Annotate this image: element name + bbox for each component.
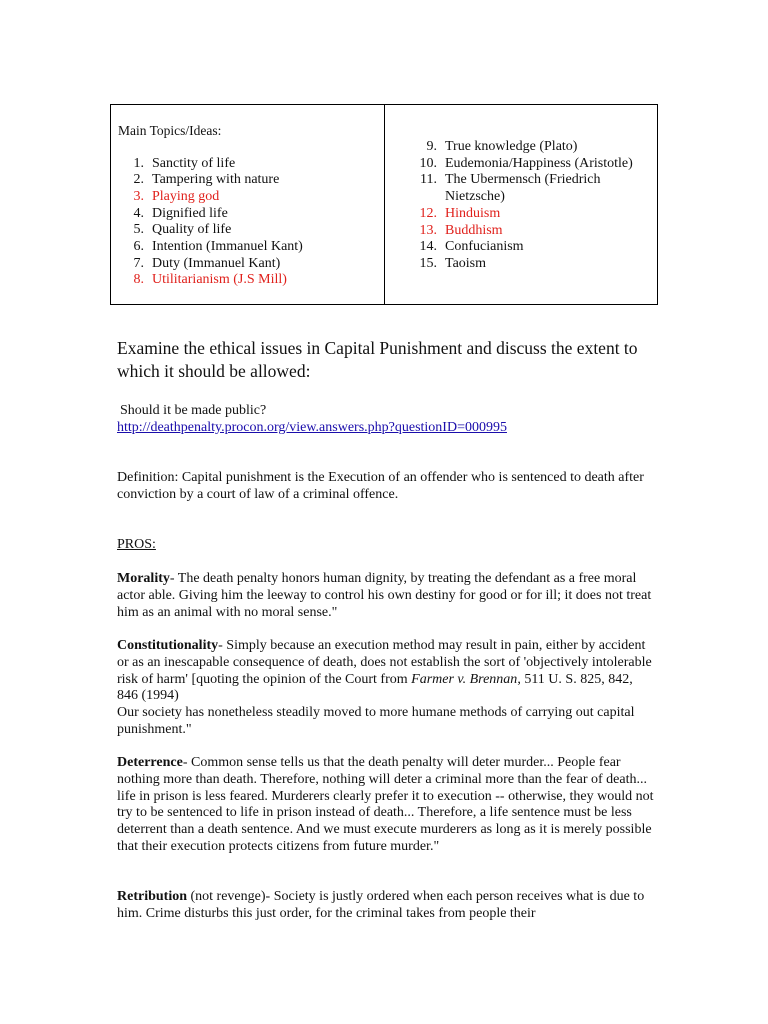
topic-number: 7.: [133, 255, 144, 271]
topic-text: Quality of life: [152, 222, 232, 238]
pros-label: PROS:: [117, 537, 156, 552]
deterrence-term: Deterrence: [117, 755, 183, 770]
definition-block: [117, 470, 657, 504]
topic-number: 9.: [426, 139, 437, 154]
heading-part-2: extent to which it should be allowed: [117, 338, 638, 381]
topic-number: 11.: [420, 172, 437, 188]
topics-left-column: [111, 105, 385, 304]
topics-list-left: [118, 156, 384, 290]
topic-text: Hinduism: [445, 205, 501, 221]
pros-label-block: [117, 537, 657, 554]
topic-number: 5.: [133, 222, 144, 238]
essay-question: [117, 337, 677, 383]
topic-text: Duty (Immanuel Kant): [152, 255, 281, 271]
topic-item: [118, 239, 384, 256]
definition-text: Definition: Capital punishment is the Execution of an offender who is sentenced to death after conviction by a court of law of a criminal offence.: [117, 470, 644, 502]
topics-heading: Main Topics/Ideas:: [118, 123, 222, 138]
topic-item: [411, 223, 657, 240]
procon-link[interactable]: http://deathpenalty.procon.org/view.answers.php?questionID=000995: [117, 419, 507, 435]
heading-part-3: :: [305, 361, 311, 381]
topic-text: Sanctity of life: [152, 155, 236, 171]
topic-item: [118, 272, 384, 289]
topics-table: [110, 104, 658, 305]
constitutionality-term: Constitutionality: [117, 638, 219, 653]
retribution-note: (not revenge): [187, 889, 266, 904]
retribution-text: - Society is justly ordered when each person receives what is due to him. Crime disturbs this just order, for the criminal takes from people their: [117, 889, 645, 921]
constitutionality-text-1: - Simply because an execution method may result in pain, either by accident or as an inescapable consequence of death, does not establish the sort of 'objectively intolerable risk of harm' [quoting the opinion of the Court from: [117, 638, 652, 687]
topic-number: 3.: [133, 188, 144, 204]
topic-text: Tampering with nature: [152, 172, 280, 188]
topic-item: [118, 222, 384, 239]
topic-text: Taoism: [445, 255, 487, 271]
topic-item: [411, 256, 657, 273]
topic-item: [118, 206, 384, 223]
topic-item: [118, 256, 384, 273]
constitutionality-paragraph: [117, 638, 657, 739]
deterrence-paragraph: [117, 755, 657, 856]
topic-number: 2.: [133, 172, 144, 188]
topic-text: The Ubermensch (Friedrich Nietzsche): [445, 172, 601, 205]
case-name: Farmer v. Brennan: [411, 671, 518, 687]
topic-number: 4.: [133, 205, 144, 221]
topic-text: True knowledge (Plato): [445, 139, 578, 154]
morality-paragraph: [117, 571, 657, 621]
topic-item: [118, 156, 384, 173]
topic-text: Playing god: [152, 188, 220, 204]
deterrence-text: - Common sense tells us that the death penalty will deter murder... People fear nothing more than death. Therefore, nothing will deter a criminal more than the fear of death... life in prison is less feared. Murderers clearly prefer it to execution -- otherwise, they would not try to be sentenced to life in prison instead of death... Therefore, a life sentence must be less deterrent than a death sentence. And we must execute murderers as long as it is merely possible that their execution protects citizens from future murder.": [117, 755, 654, 854]
topic-text: Intention (Immanuel Kant): [152, 239, 303, 255]
topic-item: [411, 156, 657, 173]
topic-number: 6.: [133, 239, 144, 255]
constitutionality-text-3: Our society has nonetheless steadily moved to more humane methods of carrying out capital punishment.": [117, 705, 635, 737]
topic-item: [411, 172, 657, 205]
retribution-paragraph: [117, 889, 657, 923]
topics-right-column: [385, 105, 657, 304]
topic-text: Dignified life: [152, 205, 228, 221]
question-text: Should it be made public?: [120, 403, 267, 418]
heading-part-1: Examine the ethical issues in Capital Punishment and discuss the: [117, 338, 577, 358]
topic-number: 14.: [419, 239, 437, 255]
topic-item: [118, 189, 384, 206]
morality-text: - The death penalty honors human dignity, by treating the defendant as a free moral actor able. Giving him the leeway to control his own destiny for good or for ill; it does not treat him as an animal with no moral sense.": [117, 571, 652, 620]
topic-item: [118, 172, 384, 189]
topic-text: Eudemonia/Happiness (Aristotle): [445, 155, 633, 171]
constitutionality-text-2: , 511 U. S. 825, 842, 846 (1994): [117, 671, 633, 704]
topic-text: Utilitarianism (J.S Mill): [152, 272, 287, 288]
topic-text: Buddhism: [445, 222, 503, 238]
topic-item: [411, 239, 657, 256]
topics-list-right: [411, 139, 657, 273]
topic-text: Confucianism: [445, 239, 524, 255]
topic-number: 15.: [419, 255, 437, 271]
topic-number: 12.: [419, 205, 437, 221]
topic-item: [411, 206, 657, 223]
topic-number: 8.: [133, 272, 144, 288]
topic-number: 13.: [419, 222, 437, 238]
topic-item: [411, 139, 657, 156]
topic-number: 1.: [133, 155, 144, 171]
retribution-term: Retribution: [117, 889, 187, 904]
question-block: [117, 403, 657, 437]
morality-term: Morality: [117, 571, 170, 586]
topic-number: 10.: [419, 155, 437, 171]
